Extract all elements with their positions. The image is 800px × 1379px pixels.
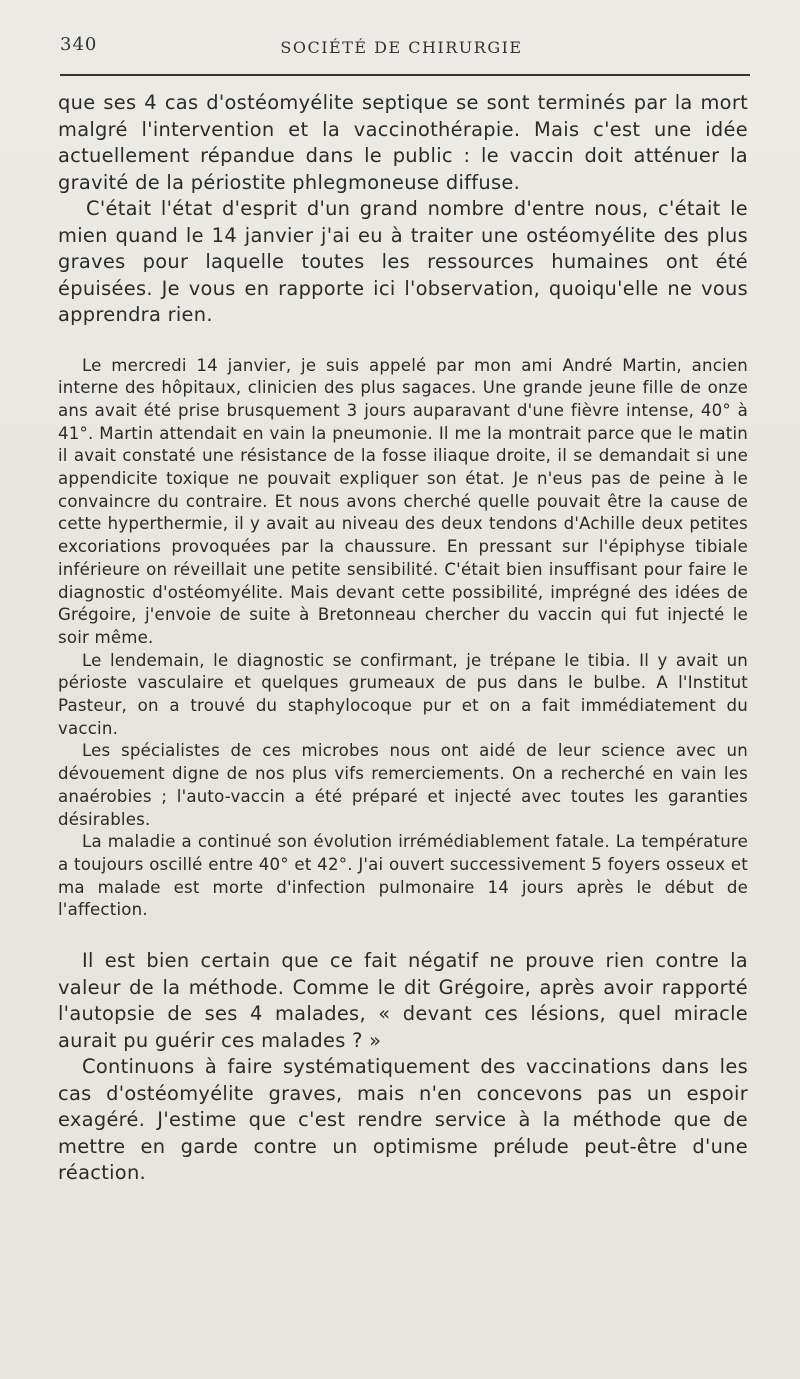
paragraph: C'était l'état d'esprit d'un grand nombre d'entre nous, c'était le mien quand le 14 janvier j'ai eu à traiter une ostéomyélite des plus graves pour laquelle toutes les ressources humaines ont été épuisées. Je vous en rapporte ici l'observation, quoiqu'elle ne vous apprendra rien.	[58, 197, 748, 326]
paragraph: que ses 4 cas d'ostéomyélite septique se sont terminés par la mort malgré l'intervention et la vaccinothérapie. Mais c'est une idée actuellement répandue dans le public : le vaccin doit atténuer la gravité de la périostite phlegmoneuse diffuse.	[58, 91, 748, 194]
paragraph: Il est bien certain que ce fait négatif ne prouve rien contre la valeur de la méthode. Comme le dit Grégoire, après avoir rapporté l'autopsie de ses 4 malades, « devant ces lésions, quel miracle aurait pu guérir ces malades ? »	[58, 949, 748, 1052]
header-rule	[60, 74, 750, 76]
paragraph: La maladie a continué son évolution irrémédiablement fatale. La température a toujours oscillé entre 40° et 42°. J'ai ouvert successivement 5 foyers osseux et ma malade est morte d'infection pulmonaire 14 jours après le début de l'affection.	[58, 832, 748, 920]
observation-section	[58, 355, 748, 923]
paragraph: Continuons à faire systématiquement des vaccinations dans les cas d'ostéomyélite graves, mais n'en concevons pas un espoir exagéré. J'estime que c'est rendre service à la méthode que de mettre en garde contre un optimisme prélude peut-être d'une réaction.	[58, 1055, 748, 1185]
paragraph: Le lendemain, le diagnostic se confirmant, je trépane le tibia. Il y avait un périoste vasculaire et quelques grumeaux de pus dans le bulbe. A l'Institut Pasteur, on a trouvé du staphylocoque pur et on a fait immédiatement du vaccin.	[58, 650, 748, 738]
body-text	[58, 90, 748, 1187]
conclusion-section	[58, 948, 748, 1187]
page-number: 340	[60, 34, 98, 55]
page-header	[55, 28, 748, 58]
paragraph: Les spécialistes de ces microbes nous ont aidé de leur science avec un dévouement digne de nos plus vifs remerciements. On a recherché en vain les anaérobies ; l'auto-vaccin a été préparé et injecté avec toutes les garanties désirables.	[58, 741, 748, 829]
paragraph: Le mercredi 14 janvier, je suis appelé par mon ami André Martin, ancien interne des hôpitaux, clinicien des plus sagaces. Une grande jeune fille de onze ans avait été prise brusquement 3 jours auparavant d'une fièvre intense, 40° à 41°. Martin attendait en vain la pneumonie. Il me la montrait parce que le matin il avait constaté une résistance de la fosse iliaque droite, il se demandait si une appendicite toxique ne pouvait expliquer son état. Je n'eus pas de peine à le convaincre du contraire. Et nous avons cherché quelle pouvait être la cause de cette hyperthermie, il y avait au niveau des deux tendons d'Achille deux petites excoriations provoquées par la chaussure. En pressant sur l'épiphyse tibiale inférieure on réveillait une petite sensibilité. C'était bien insuffisant pour faire le diagnostic d'ostéomyélite. Mais devant cette possibilité, imprégné des idées de Grégoire, j'envoie de suite à Bretonneau chercher du vaccin qui fut injecté le soir même.	[58, 355, 748, 647]
intro-section	[58, 90, 748, 329]
running-head: SOCIÉTÉ DE CHIRURGIE	[280, 38, 523, 57]
